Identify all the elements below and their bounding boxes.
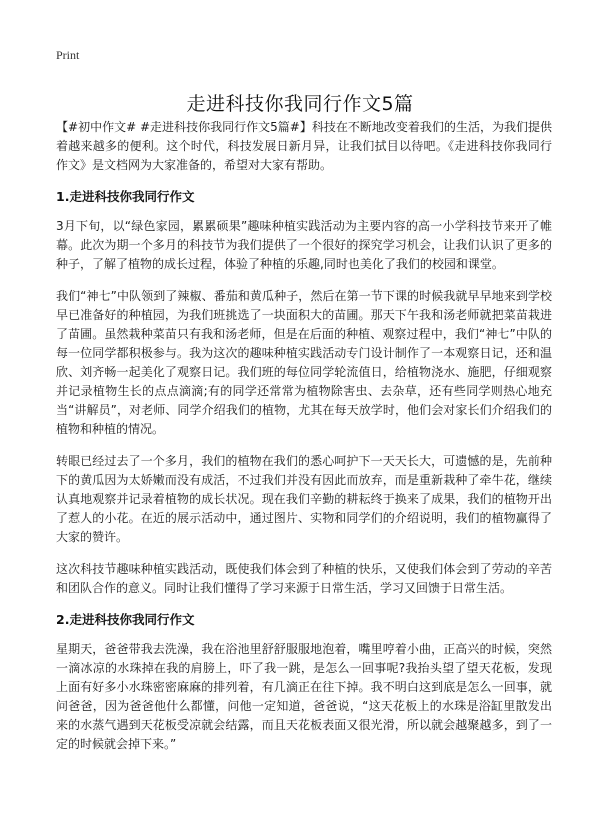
intro-paragraph: 【#初中作文# #走进科技你我同行作文5篇#】科技在不断地改变着我们的生活，为我们提供着越来越多的便利。这个时代，科技发展日新月异，让我们拭目以待吧。《走进科技你我同行作文》是文档网为大家准备的，希望对大家有帮助。	[56, 120, 552, 172]
paragraph: 3月下旬，以“绿色家园，累累硕果”趣味种植实践活动为主要内容的高一小学科技节来开了帷幕。此次为期一个多月的科技节为我们提供了一个很好的探究学习机会，让我们认识了更多的种子，了解了植物的成长过程，体验了种植的乐趣,同时也美化了我们的校园和课堂。	[56, 219, 552, 271]
section-heading-2: 2.走进科技你我同行作文	[56, 612, 195, 627]
print-link[interactable]: Print	[56, 48, 80, 62]
paragraph: 转眼已经过去了一个多月，我们的植物在我们的悉心呵护下一天天长大，可遗憾的是，先前种下的黄瓜因为太娇嫩而没有成活，不过我们并没有因此而放弃，而是重新栽种了牵牛花，继续认真地观察并记录着植物的成长状况。现在我们辛勤的耕耘终于换来了成果，我们的植物开出了惹人的小花。在近的展示活动中，通过图片、实物和同学们的介绍说明，我们的植物赢得了大家的赞许。	[56, 454, 552, 544]
paragraph: 这次科技节趣味种植实践活动，既使我们体会到了种植的快乐，又使我们体会到了劳动的辛苦和团队合作的意义。同时让我们懂得了学习来源于日常生活，学习又回馈于日常生活。	[56, 562, 552, 595]
section-heading-1: 1.走进科技你我同行作文	[56, 189, 195, 204]
article-body	[56, 118, 552, 767]
page-title: 走进科技你我同行作文5篇	[186, 92, 414, 115]
paragraph: 我们“神七”中队领到了辣椒、番茄和黄瓜种子，然后在第一节下课的时候我就早早地来到学校早已准备好的种植园，为我们班挑选了一块面积大的苗圃。那天下午我和汤老师就把菜苗栽进了苗圃。虽然栽种菜苗只有我和汤老师，但是在后面的种植、观察过程中，我们“神七”中队的每一位同学都积极参与。我为这次的趣味种植实践活动专门设计制作了一本观察日记，还和温欣、刘齐畅一起美化了观察日记。我们班的每位同学轮流值日，给植物浇水、施肥，仔细观察并记录植物生长的点点滴滴;有的同学还常常为植物除害虫、去杂草，还有些同学则热心地充当“讲解员”，对老师、同学介绍我们的植物，尤其在每天放学时，他们会对家长们介绍我们的植物和种植的情况。	[56, 289, 552, 436]
paragraph: 星期天，爸爸带我去洗澡，我在浴池里舒舒服服地泡着，嘴里哼着小曲，正高兴的时候，突然一滴冰凉的水珠掉在我的肩膀上，吓了我一跳，是怎么一回事呢?我抬头望了望天花板，发现上面有好多小水珠密密麻麻的排列着，有几滴正在往下掉。我不明白这到底是怎么一回事，就问爸爸，因为爸爸他什么都懂，问他一定知道，爸爸说，“这天花板上的水珠是浴缸里散发出来的水蒸气遇到天花板受凉就会结露，而且天花板表面又很光滑，所以就会越聚越多，到了一定的时候就会掉下来。”	[56, 642, 552, 751]
